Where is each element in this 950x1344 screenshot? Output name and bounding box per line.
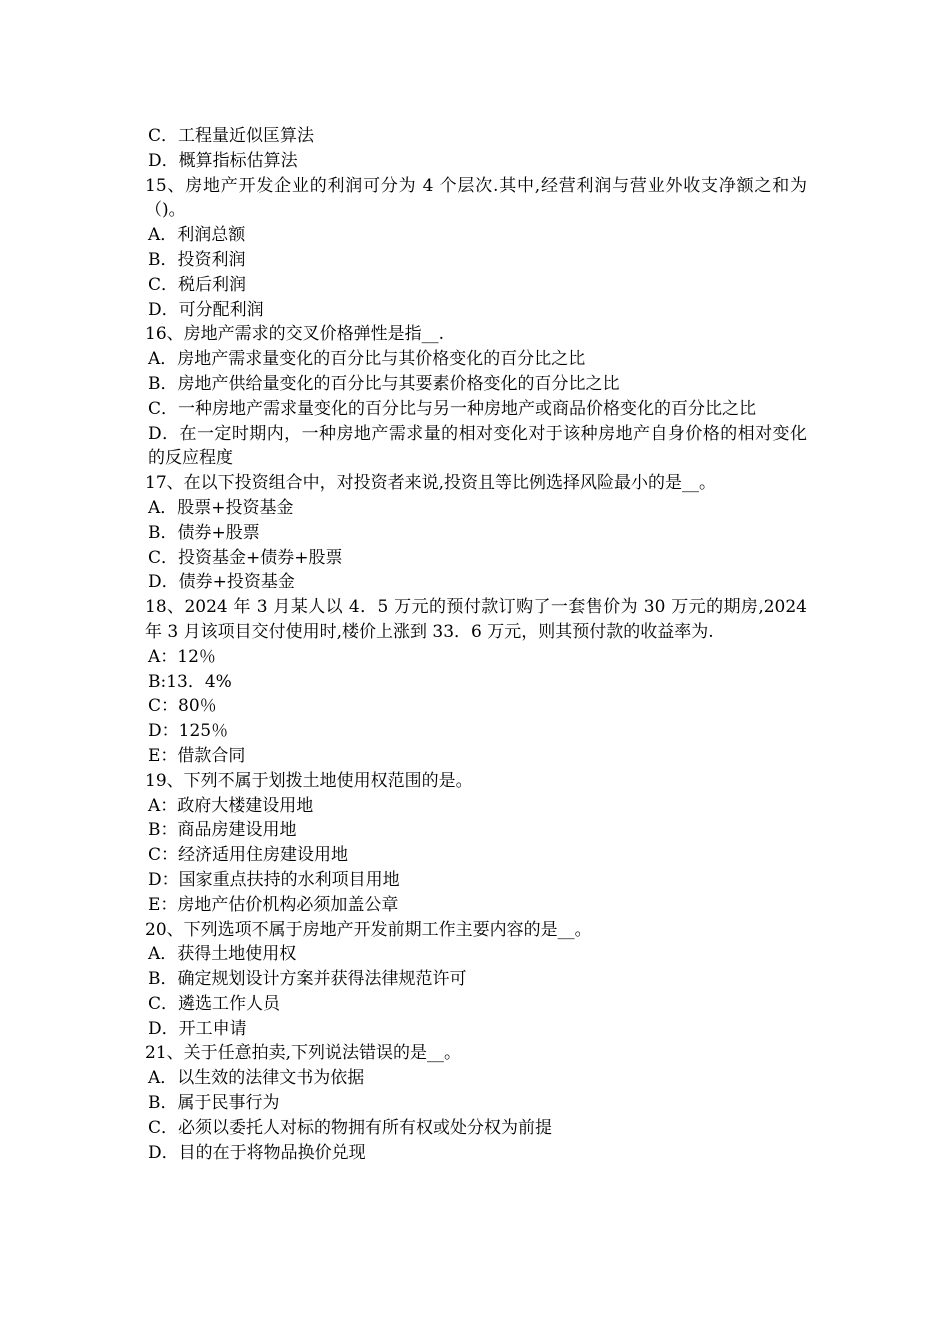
document-page	[145, 124, 807, 1165]
option-line: B．确定规划设计方案并获得法律规范许可	[148, 969, 467, 990]
question-line: 21、关于任意拍卖,下列说法错误的是__。	[145, 1043, 462, 1064]
option-line: D．开工申请	[148, 1018, 247, 1039]
option-line: A．以生效的法律文书为依据	[148, 1068, 365, 1089]
option-line: B．属于民事行为	[148, 1093, 280, 1114]
question-line: 16、房地产需求的交叉价格弹性是指__.	[145, 324, 445, 345]
option-line: B:13．4%	[148, 671, 232, 692]
option-line: A．获得土地使用权	[148, 944, 297, 965]
question-line: 15、房地产开发企业的利润可分为 4 个层次.其中,经营利润与营业外收支净额之和为（)。	[145, 175, 807, 221]
option-line: A．股票+投资基金	[148, 497, 294, 518]
option-line: B：商品房建设用地	[148, 820, 297, 841]
option-line: D．在一定时期内，一种房地产需求量的相对变化对于该种房地产自身价格的相对变化的反应程度	[148, 423, 807, 469]
option-line: B．房地产供给量变化的百分比与其要素价格变化的百分比之比	[148, 373, 620, 394]
option-line: C．投资基金+债券+股票	[148, 547, 343, 568]
option-line: D．债券+投资基金	[148, 572, 295, 593]
option-line: C．必须以委托人对标的物拥有所有权或处分权为前提	[148, 1117, 553, 1138]
option-line: C．一种房地产需求量变化的百分比与另一种房地产或商品价格变化的百分比之比	[148, 398, 757, 419]
option-line: D．目的在于将物品换价兑现	[148, 1142, 366, 1163]
option-line: E：借款合同	[148, 745, 246, 766]
option-line: C：80％	[148, 696, 217, 717]
option-line: C．税后利润	[148, 274, 247, 295]
option-line: C．工程量近似匡算法	[148, 126, 315, 146]
question-line: 18、2024 年 3 月某人以 4．5 万元的预付款订购了一套售价为 30 万元的期房,2024 年 3 月该项目交付使用时,楼价上涨到 33．6 万元，则其预付款的收益率为.	[145, 597, 807, 642]
option-line: A：政府大楼建设用地	[148, 795, 314, 816]
option-line: A．利润总额	[148, 225, 246, 246]
question-line: 17、在以下投资组合中，对投资者来说,投资且等比例选择风险最小的是__。	[145, 473, 717, 494]
question-line: 20、下列选项不属于房地产开发前期工作主要内容的是__。	[145, 919, 592, 940]
option-line: E：房地产估价机构必须加盖公章	[148, 894, 399, 915]
option-line: D．可分配利润	[148, 299, 264, 320]
option-line: D：125％	[148, 721, 229, 742]
option-line: C：经济适用住房建设用地	[148, 845, 349, 866]
option-line: D．概算指标估算法	[148, 150, 298, 171]
option-line: A．房地产需求量变化的百分比与其价格变化的百分比之比	[148, 349, 586, 370]
option-line: A：12％	[148, 646, 216, 667]
option-line: B．债券+股票	[148, 522, 260, 543]
option-line: C．遴选工作人员	[148, 993, 281, 1014]
option-line: B．投资利润	[148, 249, 246, 270]
option-line: D：国家重点扶持的水利项目用地	[148, 869, 400, 890]
question-line: 19、下列不属于划拨土地使用权范围的是。	[145, 770, 473, 791]
